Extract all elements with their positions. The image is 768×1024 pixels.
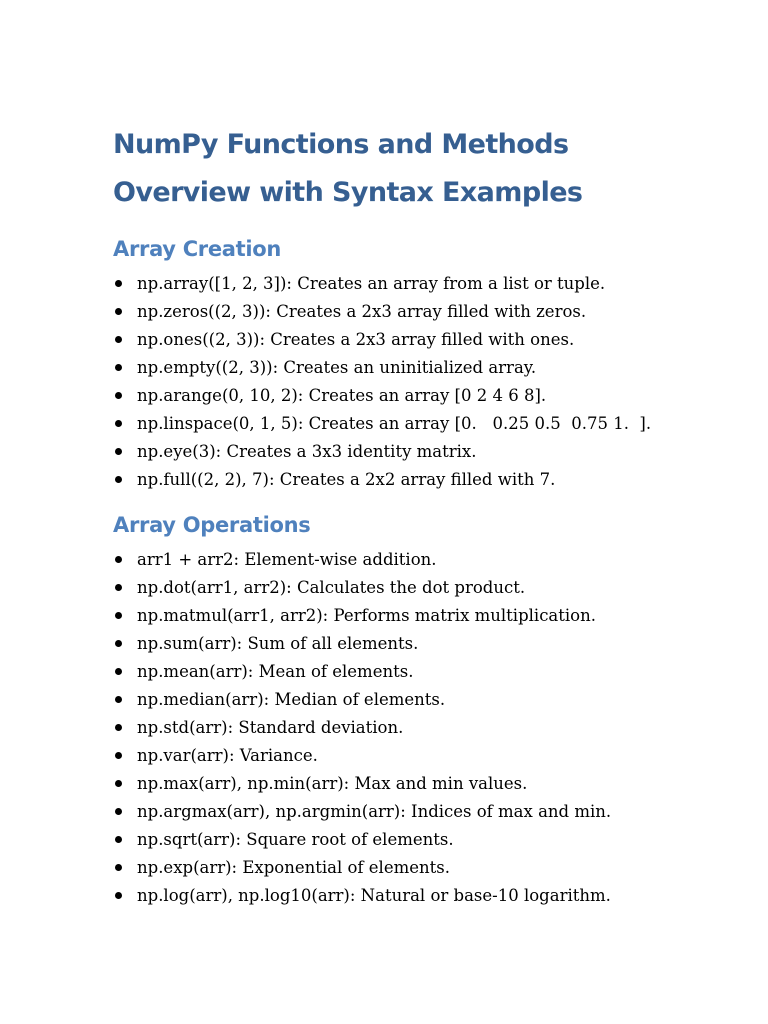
list-item <box>113 298 753 326</box>
list-item-text: np.median(arr): Median of elements. <box>137 690 446 709</box>
list-item <box>113 742 753 770</box>
list-item-text: np.arange(0, 10, 2): Creates an array [0 2 4 6 8]. <box>137 386 547 405</box>
list-item-text: np.matmul(arr1, arr2): Performs matrix multiplication. <box>137 606 596 625</box>
document-title-line-1: NumPy Functions and Methods <box>113 129 569 160</box>
array-operations-list <box>113 546 753 910</box>
bullet-icon <box>115 640 122 647</box>
bullet-icon <box>115 752 122 759</box>
list-item <box>113 798 753 826</box>
bullet-icon <box>115 336 122 343</box>
bullet-icon <box>115 836 122 843</box>
bullet-icon <box>115 808 122 815</box>
list-item <box>113 770 753 798</box>
list-item <box>113 686 753 714</box>
list-item <box>113 546 753 574</box>
bullet-icon <box>115 892 122 899</box>
bullet-icon <box>115 584 122 591</box>
list-item-text: np.std(arr): Standard deviation. <box>137 718 404 737</box>
list-item-text: np.eye(3): Creates a 3x3 identity matrix. <box>137 442 477 461</box>
list-item-text: np.array([1, 2, 3]): Creates an array from a list or tuple. <box>137 274 606 293</box>
document-title <box>113 121 713 217</box>
bullet-icon <box>115 476 122 483</box>
list-item-text: np.exp(arr): Exponential of elements. <box>137 858 450 877</box>
list-item-text: np.max(arr), np.min(arr): Max and min values. <box>137 774 528 793</box>
bullet-icon <box>115 780 122 787</box>
list-item <box>113 882 753 910</box>
array-creation-list <box>113 270 753 494</box>
bullet-icon <box>115 364 122 371</box>
list-item <box>113 270 753 298</box>
list-item <box>113 354 753 382</box>
list-item <box>113 438 753 466</box>
list-item <box>113 410 753 438</box>
list-item <box>113 326 753 354</box>
bullet-icon <box>115 556 122 563</box>
bullet-icon <box>115 696 122 703</box>
bullet-icon <box>115 308 122 315</box>
list-item-text: arr1 + arr2: Element-wise addition. <box>137 550 437 569</box>
list-item <box>113 602 753 630</box>
list-item <box>113 826 753 854</box>
list-item <box>113 466 753 494</box>
list-item <box>113 854 753 882</box>
document-title-line-2: Overview with Syntax Examples <box>113 177 583 208</box>
list-item-text: np.log(arr), np.log10(arr): Natural or base-10 logarithm. <box>137 886 611 905</box>
list-item-text: np.linspace(0, 1, 5): Creates an array [0. 0.25 0.5 0.75 1. ]. <box>137 414 652 433</box>
bullet-icon <box>115 280 122 287</box>
list-item <box>113 658 753 686</box>
list-item <box>113 382 753 410</box>
list-item <box>113 714 753 742</box>
bullet-icon <box>115 724 122 731</box>
list-item-text: np.dot(arr1, arr2): Calculates the dot product. <box>137 578 526 597</box>
list-item-text: np.sum(arr): Sum of all elements. <box>137 634 419 653</box>
list-item-text: np.ones((2, 3)): Creates a 2x3 array filled with ones. <box>137 330 575 349</box>
bullet-icon <box>115 392 122 399</box>
list-item-text: np.var(arr): Variance. <box>137 746 318 765</box>
bullet-icon <box>115 864 122 871</box>
list-item-text: np.zeros((2, 3)): Creates a 2x3 array filled with zeros. <box>137 302 587 321</box>
list-item-text: np.empty((2, 3)): Creates an uninitialized array. <box>137 358 537 377</box>
list-item-text: np.full((2, 2), 7): Creates a 2x2 array filled with 7. <box>137 470 556 489</box>
section-heading-array-creation: Array Creation <box>113 237 282 261</box>
section-heading-array-operations: Array Operations <box>113 513 311 537</box>
list-item-text: np.mean(arr): Mean of elements. <box>137 662 414 681</box>
list-item <box>113 630 753 658</box>
bullet-icon <box>115 668 122 675</box>
list-item-text: np.sqrt(arr): Square root of elements. <box>137 830 454 849</box>
list-item <box>113 574 753 602</box>
list-item-text: np.argmax(arr), np.argmin(arr): Indices of max and min. <box>137 802 612 821</box>
bullet-icon <box>115 612 122 619</box>
bullet-icon <box>115 448 122 455</box>
bullet-icon <box>115 420 122 427</box>
